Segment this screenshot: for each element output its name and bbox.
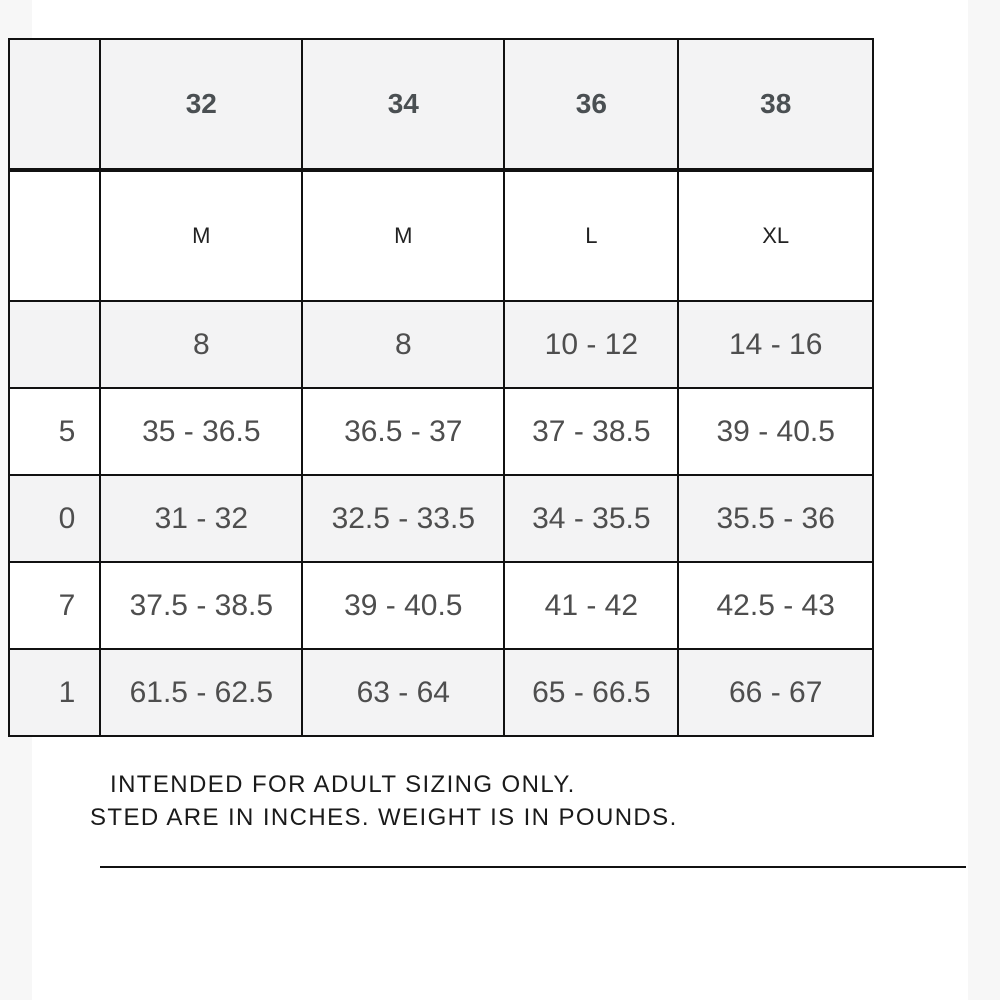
table-cell: 1: [9, 649, 100, 736]
table-cell: 8: [302, 301, 504, 388]
note-line-units: STED ARE IN INCHES. WEIGHT IS IN POUNDS.: [90, 804, 678, 831]
table-cell: 5: [9, 388, 100, 475]
table-cell: 66 - 67: [678, 649, 873, 736]
header-cell-36: 36: [504, 39, 678, 170]
table-row: [9, 475, 873, 562]
table-cell: L: [504, 170, 678, 301]
table-cell: 8: [100, 301, 302, 388]
table-cell: 37 - 38.5: [504, 388, 678, 475]
size-chart-page: [32, 0, 968, 1000]
table-cell: [9, 170, 100, 301]
header-cell-label: [9, 39, 100, 170]
table-row-size: [9, 170, 873, 301]
table-cell: 35 - 36.5: [100, 388, 302, 475]
divider: [100, 866, 966, 868]
table-row: [9, 649, 873, 736]
table-cell: 36.5 - 37: [302, 388, 504, 475]
header-cell-34: 34: [302, 39, 504, 170]
table-cell: 41 - 42: [504, 562, 678, 649]
table-cell: M: [302, 170, 504, 301]
size-chart-viewport: [58, 38, 934, 740]
table-cell: XL: [678, 170, 873, 301]
size-chart-notes: [90, 768, 966, 840]
table-cell: 34 - 35.5: [504, 475, 678, 562]
table-cell: 39 - 40.5: [678, 388, 873, 475]
table-cell: 31 - 32: [100, 475, 302, 562]
table-cell: 63 - 64: [302, 649, 504, 736]
table-cell: 61.5 - 62.5: [100, 649, 302, 736]
table-cell: 7: [9, 562, 100, 649]
table-header-row: [9, 39, 873, 170]
note-line-adult-sizing: INTENDED FOR ADULT SIZING ONLY.: [110, 771, 576, 798]
table-cell: 65 - 66.5: [504, 649, 678, 736]
size-chart-table: [8, 38, 874, 737]
table-row: [9, 301, 873, 388]
table-cell: 37.5 - 38.5: [100, 562, 302, 649]
table-row: [9, 388, 873, 475]
table-cell: 35.5 - 36: [678, 475, 873, 562]
table-cell: [9, 301, 100, 388]
table-cell: M: [100, 170, 302, 301]
table-cell: 10 - 12: [504, 301, 678, 388]
header-cell-38: 38: [678, 39, 873, 170]
table-cell: 32.5 - 33.5: [302, 475, 504, 562]
table-cell: 14 - 16: [678, 301, 873, 388]
table-cell: 42.5 - 43: [678, 562, 873, 649]
table-cell: 0: [9, 475, 100, 562]
header-cell-32: 32: [100, 39, 302, 170]
table-cell: 39 - 40.5: [302, 562, 504, 649]
table-row: [9, 562, 873, 649]
